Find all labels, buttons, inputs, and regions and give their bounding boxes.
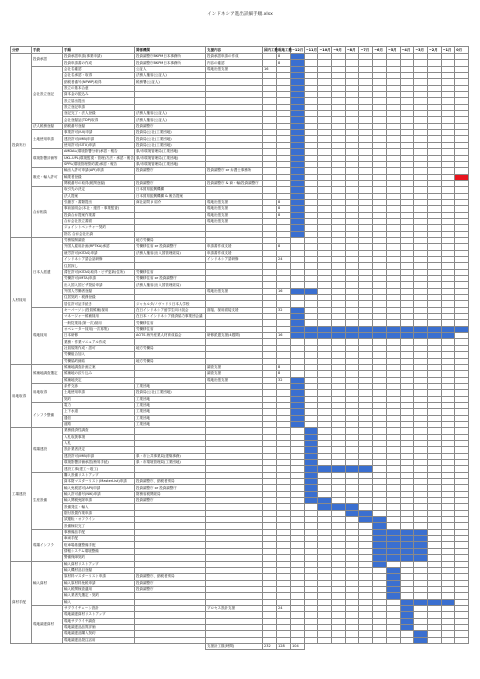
agency-cell: 税務署(公証人) <box>135 79 206 85</box>
footer-row <box>11 643 469 649</box>
step-cell: 資本財マスターリスト(MasterList)申請 <box>63 479 135 485</box>
step-cell: 事前説明会(本社・運営・事業監査) <box>63 206 135 212</box>
procedure-cell: インフラ整備 <box>32 402 63 427</box>
step-cell: UKL-UPL(環境監視・管理)方法・承認・報告 <box>64 155 134 160</box>
step-cell: 情報システム環境整備 <box>63 548 135 554</box>
step-cell: 現地調達資材リストアップ <box>63 612 135 618</box>
header-cell: 手続 <box>32 47 63 54</box>
footer-label: 支援計工数(時間) <box>206 643 263 649</box>
step-cell: 投資申請書の作成 <box>63 60 135 66</box>
local-hours-cell: 8 <box>277 199 291 205</box>
header-cell: ~10月 <box>319 47 331 52</box>
category-cell: 用地取得 <box>11 364 32 427</box>
category-cell: 人材採用 <box>11 237 32 364</box>
step-cell: 就労許可(KITAS)申請 <box>63 250 135 256</box>
agency-cell: 投資調整庁 or 投資調整庁 <box>135 485 206 491</box>
agency-cell: 投資調整庁、納税者別局 <box>135 574 206 580</box>
agency-cell: 投資調整庁、納税者別局 <box>135 479 206 485</box>
step-cell: 輸業者登録 <box>63 174 135 180</box>
step-cell: 投資合弁提案作業書 <box>63 212 135 218</box>
step-cell: 取引先の決定 <box>63 187 135 193</box>
step-cell: 現地調達品購入契約 <box>63 631 135 637</box>
procedure-cell: 会社設立登記 <box>32 66 63 123</box>
agency-cell: 法務人権省(公証人) <box>135 73 206 79</box>
category-cell: 工場建設 <box>11 428 32 561</box>
step-cell: 労務規制調査 <box>63 237 135 243</box>
agency-cell: 労働移住省 <box>135 326 206 332</box>
step-cell: キーパーソン(役員候補)採用 <box>63 307 135 313</box>
step-cell: 合弁会社設立書面 <box>63 218 135 224</box>
support-cell: 現地出張支援 <box>206 288 263 294</box>
step-cell: 輸入原材料免税申請 <box>63 580 135 586</box>
agency-cell: 労働移住省 or 投資調整庁 <box>135 244 206 250</box>
step-cell: 輸入資材リストアップ <box>63 561 135 567</box>
step-cell: 輸入業者先選定・契約 <box>63 593 135 599</box>
procedure-cell: 輸入資材 <box>32 561 63 605</box>
agency-cell: 法務人権省(公証人) <box>135 111 206 117</box>
step-cell: 入札取扱事項 <box>63 434 135 440</box>
step-cell: 業務・作業マニュアル作成 <box>63 339 135 345</box>
agency-cell: 投資調整庁 <box>135 123 206 129</box>
header-cell: 国内工数 <box>264 47 278 52</box>
support-cell: 現地出張支援 <box>206 218 263 224</box>
header-cell: ~3月 <box>414 47 428 54</box>
agency-cell: 県/市環境管理局(工業団地) <box>135 161 206 167</box>
header-cell: ~11月 <box>305 47 317 52</box>
step-cell: 道路 <box>63 421 135 427</box>
step-cell: 環境影響評価承認(簡易手続) <box>63 460 135 466</box>
step-cell: 住居契約・税務登録 <box>63 295 135 301</box>
agency-cell: 在日本・インドネシア経済協力事業団会議 <box>135 314 206 320</box>
agency-cell: 投資局(公社(工業団地) <box>135 142 206 148</box>
agency-cell: 工業団地 <box>135 402 206 408</box>
local-hours-cell: 32 <box>277 377 291 383</box>
step-cell: 輸出入許可申請(API)申請 <box>63 168 135 174</box>
step-cell: 業務経済性調査 <box>63 428 135 434</box>
header-cell: ~9月 <box>332 47 346 54</box>
header-cell: ~1月 <box>441 47 455 54</box>
agency-cell: 工業団地 <box>135 421 206 427</box>
agency-cell: 日本貿易振興機構 <box>135 187 206 193</box>
procedure-cell: 合弁相談 <box>32 187 63 238</box>
agency-cell: AOTS 海外産業人材育成協会 <box>135 333 206 339</box>
agency-cell: 投資局(公社(工業団地) <box>135 390 206 396</box>
support-cell: 申請書作成支援 <box>206 250 263 256</box>
step-cell: 駐車場基盤整備手配 <box>63 542 135 548</box>
agency-cell: 在日インドネシア留学生向け説会 <box>135 307 206 313</box>
header-cell: 0月 <box>455 47 469 54</box>
step-cell: 輸入 <box>63 599 135 605</box>
support-cell: 研修派遣支援(4週間) <box>206 333 263 339</box>
step-cell: 引継ぎ・書類提出 <box>63 199 135 205</box>
procedure-cell: 投資承認 <box>32 54 63 67</box>
step-cell: 社員規則作成・認可 <box>63 345 135 351</box>
agency-cell: 投資調整庁 <box>135 180 206 186</box>
step-cell: 建設工事(建工〜竣工) <box>63 466 135 472</box>
step-cell: 外国人労働者登録 <box>63 288 135 294</box>
header-cell: ~7月 <box>359 47 373 54</box>
agency-cell: 投資局(公社(工業団地) <box>135 136 206 142</box>
step-cell: 出入国入国ビザ発給申請 <box>63 282 135 288</box>
footer-local-total: 128 <box>277 643 291 649</box>
local-hours-cell: 8 <box>277 54 291 60</box>
step-cell: 現地調達品品質評価 <box>63 624 135 630</box>
agency-cell: 法務人権省(出入国管理総局) <box>135 282 206 288</box>
support-cell: 現地出張支援 <box>206 66 263 72</box>
local-hours-cell: 8 <box>277 371 291 377</box>
step-cell: 候補地の絞り込み <box>63 371 135 377</box>
header-row <box>11 47 469 54</box>
header-cell: ~8月 <box>345 47 359 54</box>
step-cell: オペレーター採用(一次募集) <box>63 326 135 332</box>
step-cell: 事務備品手配 <box>63 529 135 535</box>
agency-cell: 投資調整庁BKPM日本事務所 <box>135 60 206 66</box>
support-cell: 現地出張支援 <box>206 199 263 205</box>
agency-cell: 県/市環境管理局(工業団地) <box>135 155 206 161</box>
procedure-cell: 土地使用申請 <box>32 130 63 149</box>
step-cell: インドネシア語会話研修 <box>63 257 135 263</box>
agency-cell: ジャカルタ/ノヴァドリ日本人学校 <box>135 301 206 307</box>
step-cell: 設立登記申請 <box>63 104 135 110</box>
support-cell: 調査支援 <box>206 364 263 370</box>
step-cell: 原材料マスターリスト申請 <box>63 574 135 580</box>
support-cell: 調査支援 <box>206 371 263 377</box>
support-cell: プロセス設計支援 <box>206 605 263 611</box>
header-cell: 現地工数 <box>278 47 292 52</box>
step-cell: 試運転・オフライン <box>63 517 135 523</box>
step-cell: 使用許可(SITU)申請 <box>63 142 135 148</box>
footer-tail <box>304 643 468 649</box>
agency-cell: 財務省税関総局 <box>135 491 206 497</box>
agency-cell: 投資調整庁 <box>135 168 206 174</box>
step-cell: 登記完了・法人登録 <box>63 111 135 117</box>
support-cell: 面接、採用面接支援 <box>206 307 263 313</box>
step-cell: 建設許可(IMB)申請 <box>63 136 135 142</box>
agency-cell: 地方労働局 <box>135 358 206 364</box>
category-cell: 資材手配 <box>11 561 32 643</box>
procedure-cell: 現場インフラ <box>32 529 63 561</box>
step-cell: 現地調達品発注活用 <box>63 637 135 643</box>
procedure-cell: 生産設備 <box>32 472 63 529</box>
footer-domestic-total: 232 <box>263 643 277 649</box>
step-cell: 建設許可(IMB)申請 <box>63 453 135 459</box>
step-cell: 候補地決定 <box>63 377 135 383</box>
step-cell: 滞在許可(KITAS)取得・ビザ更新(住所) <box>63 269 135 275</box>
step-cell: 指名 合弁会社出資 <box>63 231 135 237</box>
agency-cell: 地方労働局 <box>135 237 206 243</box>
step-cell: 一般従業員(第一次)採用 <box>63 320 135 326</box>
support-cell: 投資承認申請の作成 <box>206 54 263 60</box>
step-cell: 投資承認申請(事業申請) <box>63 54 135 60</box>
step-cell: 輸入機材品目登録 <box>63 567 135 573</box>
procedure-cell: 現地調達資材 <box>32 605 63 643</box>
step-cell: 資本金の振込み <box>63 92 135 98</box>
agency-cell: 投資調整庁 <box>135 580 206 586</box>
agency-cell: 投資調整庁 <box>135 586 206 592</box>
agency-cell: 県/市環境管理局(工業団地) <box>135 149 206 155</box>
header-cell: 手順 <box>63 47 135 54</box>
header-cell: ~5月 <box>386 47 400 54</box>
header-cell: ~2月 <box>427 47 441 54</box>
procedure-cell: 環境影響評価等 <box>32 149 63 168</box>
support-cell: 投資調整庁 or 弁護士事務所 <box>206 168 263 174</box>
agency-cell: 工業団地 <box>135 396 206 402</box>
step-cell: 条件交渉 <box>63 383 135 389</box>
header-cell: 支援内容 <box>206 47 263 54</box>
agency-cell: 投資局(公社(工業団地) <box>135 130 206 136</box>
step-cell: 輸入免税認可(API)申請 <box>63 485 135 491</box>
step-cell: 現地サプライヤ調査 <box>63 618 135 624</box>
step-cell: 設計業者決定 <box>63 447 135 453</box>
step-cell: 居住許可証手続き <box>63 301 135 307</box>
agency-cell: 工業団地 <box>135 415 206 421</box>
step-cell: 設立届出提出 <box>63 98 135 104</box>
local-hours-cell: 24 <box>277 605 291 611</box>
agency-cell: 県・市環境管理局(工業団地) <box>135 460 206 466</box>
footer-spacer <box>11 643 206 649</box>
document-title: インドネシア進出詳細手順.xlsx <box>207 12 273 17</box>
agency-cell: 労働移住省 <box>135 269 206 275</box>
local-hours-cell: 8 <box>277 212 291 218</box>
step-cell: 候補地調査計画立案 <box>63 364 135 370</box>
step-cell: 輸入税関検査適用 <box>63 586 135 592</box>
support-cell: 現地出張支援 <box>206 377 263 383</box>
step-cell: 契約 <box>63 396 135 402</box>
step-cell: 会社名確認 <box>63 66 135 72</box>
step-cell: 警備保障契約 <box>63 555 135 561</box>
header-cell: 分野 <box>11 47 32 54</box>
step-cell: マネージャー候補採用 <box>63 314 135 320</box>
procedure-cell: 現地採用 <box>32 307 63 364</box>
agency-cell: 公証人 <box>135 66 206 72</box>
local-hours-cell: 8 <box>277 244 291 250</box>
procedure-cell: 法人税務登録 <box>32 123 63 129</box>
agency-cell: 投資調整庁BKPM日本事務所 <box>135 54 206 60</box>
step-cell: 入札 <box>63 440 135 446</box>
support-cell: インドネシア語研修 <box>206 257 263 263</box>
agency-cell: 工業団地 <box>135 383 206 389</box>
agency-cell: 商社訪問 JI 紹介 <box>135 199 206 205</box>
category-cell: 投資実行 <box>11 54 32 238</box>
step-cell: サプライチェーン設計 <box>63 605 135 611</box>
step-cell: 設備検収完了 <box>63 523 135 529</box>
step-cell: 納税番号登録 <box>63 123 135 129</box>
domestic-hours-cell: 16 <box>263 66 277 72</box>
support-cell: 現地出張支援 <box>206 206 263 212</box>
step-cell: SPPL(環境管理誓約書)承認・報告 <box>63 161 135 167</box>
agency-cell: 法務人権省(公証人) <box>135 117 206 123</box>
step-cell: 通信 <box>63 415 135 421</box>
local-hours-cell: 24 <box>277 257 291 263</box>
procedure-cell: 販売・輸入許可 <box>32 168 63 187</box>
step-cell: 住居探し <box>63 263 135 269</box>
step-cell: 外国人雇用計画(RPTKA)承認 <box>63 244 135 250</box>
procedure-cell: 日本人派遣 <box>32 237 63 307</box>
schedule-table <box>10 46 469 650</box>
procedure-cell: 用地取得 <box>32 383 63 402</box>
local-hours-cell: 16 <box>277 333 291 339</box>
header-cell: ~4月 <box>400 47 414 54</box>
agency-cell: 地方労働局 <box>135 345 206 351</box>
step-cell: 関税番号の取得(税関登録) <box>63 180 135 186</box>
step-cell: AMDAL(環境影響分析)承認・報告 <box>63 149 135 155</box>
step-cell: 土地使用申請 <box>63 390 135 396</box>
step-cell: 車両手配 <box>63 536 135 542</box>
step-cell: 労働組合加入 <box>63 352 135 358</box>
step-cell: 法人提案 <box>63 193 135 199</box>
header-cell: 関係機関 <box>135 47 206 54</box>
step-cell: 事業許可(IUI)申請 <box>63 130 135 136</box>
agency-cell: 投資調整庁 <box>135 498 206 504</box>
support-cell: 申請書作成支援 <box>206 244 263 250</box>
step-cell: 設備発注・輸入 <box>63 504 135 510</box>
header-cell: ~12月 <box>292 47 304 52</box>
support-cell: 投資調整庁 & 商・輸/投資調整庁 <box>206 180 263 186</box>
local-hours-cell: 32 <box>277 307 291 313</box>
step-cell: 設立の基本合意 <box>63 85 135 91</box>
local-hours-cell: 8 <box>277 206 291 212</box>
agency-cell: 工業団地 <box>135 409 206 415</box>
header-cell: ~6月 <box>373 47 387 54</box>
step-cell: 労働協約締結 <box>63 358 135 364</box>
local-hours-cell: 16 <box>277 288 291 294</box>
step-cell: 輸入関税免除申請 <box>63 498 135 504</box>
step-cell: 購入設備リストアップ <box>63 472 135 478</box>
step-cell: 据付設置作業申請 <box>63 510 135 516</box>
step-cell: ジョイントベンチャー契約 <box>63 225 135 231</box>
agency-cell: 労働移住省 <box>135 320 206 326</box>
local-hours-cell: 8 <box>277 364 291 370</box>
local-hours-cell: 8 <box>277 60 291 66</box>
procedure-cell: 現場建設 <box>32 428 63 472</box>
procedure-cell: 候補地調査選定 <box>32 364 63 383</box>
agency-cell: 県・市公共事業局(建築事務) <box>135 453 206 459</box>
step-cell: 納税者番号(NPWP)取得 <box>63 79 135 85</box>
agency-cell: 労働移住省 or 投資調整庁 <box>135 276 206 282</box>
table-body <box>11 54 469 644</box>
support-cell: 現地出張支援 <box>206 212 263 218</box>
step-cell: 会社登録証(TDP)取得 <box>63 117 135 123</box>
step-cell: 輸入許可番号(NIK)申請 <box>63 491 135 497</box>
support-cell: 内容の確認 <box>206 60 263 66</box>
agency-cell: 日本貿易振興機構 & 報告提案 <box>135 193 206 199</box>
footer-other-total: 104 <box>291 643 305 649</box>
step-cell: 電力 <box>63 402 135 408</box>
step-cell: 日本研修 <box>63 333 135 339</box>
agency-cell: 法務人権省(出入国管理総局) <box>135 250 206 256</box>
step-cell: 労働許可(IMTA)申請 <box>63 276 135 282</box>
step-cell: 上下水道 <box>63 409 135 415</box>
step-cell: 会社名承認・取得 <box>63 73 135 79</box>
